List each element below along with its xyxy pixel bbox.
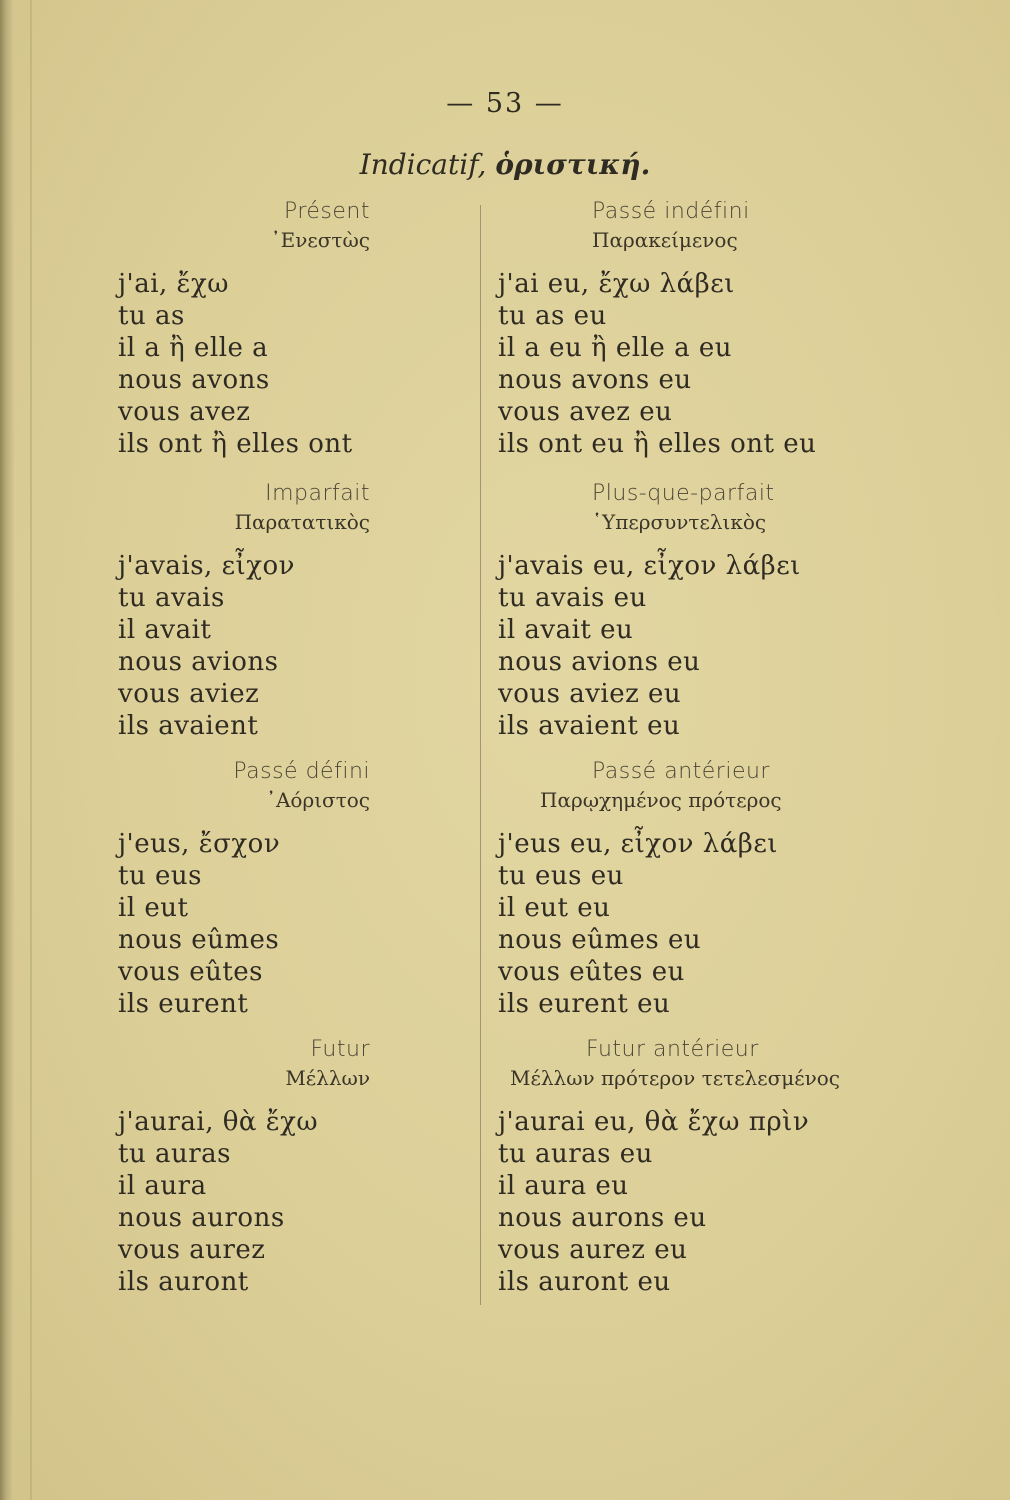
- conjugation-line: nous avons eu: [498, 365, 692, 395]
- tense-section-futur: [118, 1036, 518, 1298]
- conjugation-line: tu eus eu: [498, 861, 624, 891]
- conjugation-line: nous eûmes: [118, 925, 280, 955]
- conjugation-line: j'avais eu, εἶχον λάβει: [498, 551, 801, 581]
- tense-heading-greek: Παρῳχημένος πρότερος: [540, 788, 782, 812]
- tense-heading-greek: Μέλλων πρότερον τετελεσμένος: [510, 1066, 840, 1090]
- tense-heading: Passé indéfini: [592, 199, 750, 224]
- conjugation-list: [498, 828, 898, 1020]
- page-title: [0, 148, 1010, 181]
- conjugation-line: j'aurai, θὰ ἔχω: [118, 1107, 319, 1137]
- book-spine-edge: [0, 0, 14, 1500]
- conjugation-line: nous eûmes eu: [498, 925, 702, 955]
- conjugation-list: [118, 550, 518, 742]
- conjugation-line: vous avez eu: [498, 397, 673, 427]
- conjugation-line: tu auras: [118, 1139, 231, 1169]
- tense-heading: Passé antérieur: [592, 759, 770, 784]
- tense-section-futur-anterieur: [498, 1036, 898, 1298]
- conjugation-line: j'avais, εἶχον: [118, 551, 295, 581]
- conjugation-line: tu auras eu: [498, 1139, 653, 1169]
- conjugation-line: nous avions: [118, 647, 279, 677]
- conjugation-line: j'ai, ἔχω: [118, 269, 229, 299]
- conjugation-line: ils avaient: [118, 711, 259, 741]
- conjugation-list: [118, 268, 518, 460]
- tense-section-present: [118, 198, 518, 460]
- conjugation-line: ils auront: [118, 1267, 249, 1297]
- conjugation-line: il eut eu: [498, 893, 611, 923]
- conjugation-list: [498, 1106, 898, 1298]
- conjugation-line: ils auront eu: [498, 1267, 671, 1297]
- conjugation-list: [498, 268, 898, 460]
- conjugation-line: vous avez: [118, 397, 251, 427]
- conjugation-line: tu avais: [118, 583, 225, 613]
- conjugation-line: vous aurez: [118, 1235, 266, 1265]
- tense-heading-greek: ᾿Ενεστὼς: [270, 228, 370, 252]
- conjugation-line: tu as eu: [498, 301, 607, 331]
- conjugation-line: nous aurons: [118, 1203, 285, 1233]
- conjugation-line: il eut: [118, 893, 189, 923]
- conjugation-line: vous eûtes: [118, 957, 264, 987]
- conjugation-line: ils ont ἢ elles ont: [118, 429, 353, 459]
- conjugation-line: vous aurez eu: [498, 1235, 688, 1265]
- tense-heading: Imparfait: [265, 481, 370, 506]
- conjugation-line: tu as: [118, 301, 185, 331]
- spine-fold-line: [30, 0, 32, 1500]
- conjugation-line: j'eus, ἔσχον: [118, 829, 281, 859]
- conjugation-line: il avait eu: [498, 615, 634, 645]
- tense-section-imparfait: [118, 480, 518, 742]
- conjugation-line: vous eûtes eu: [498, 957, 685, 987]
- conjugation-line: vous aviez eu: [498, 679, 682, 709]
- tense-heading-greek: Παρατατικὸς: [234, 510, 370, 534]
- conjugation-line: il a eu ἢ elle a eu: [498, 333, 732, 363]
- tense-section-passe-defini: [118, 758, 518, 1020]
- tense-heading: Futur antérieur: [586, 1037, 759, 1062]
- tense-heading: Plus-que-parfait: [592, 481, 775, 506]
- conjugation-line: il a ἢ elle a: [118, 333, 269, 363]
- tense-heading: Passé défini: [233, 759, 370, 784]
- conjugation-line: j'ai eu, ἔχω λάβει: [498, 269, 735, 299]
- title-greek: ὁριστική.: [495, 148, 651, 181]
- conjugation-line: nous avions eu: [498, 647, 701, 677]
- tense-heading-greek: ᾿Αόριστος: [265, 788, 370, 812]
- conjugation-line: il aura: [118, 1171, 207, 1201]
- conjugation-line: tu avais eu: [498, 583, 647, 613]
- tense-heading-greek: Μέλλων: [285, 1066, 370, 1090]
- conjugation-list: [118, 828, 518, 1020]
- tense-heading-greek: ῾Υπερσυντελικὸς: [592, 510, 767, 534]
- conjugation-line: il avait: [118, 615, 212, 645]
- conjugation-line: ils ont eu ἢ elles ont eu: [498, 429, 817, 459]
- conjugation-line: j'eus eu, εἶχον λάβει: [498, 829, 778, 859]
- tense-section-plus-que-parfait: [498, 480, 898, 742]
- tense-heading: Futur: [310, 1037, 370, 1062]
- conjugation-line: il aura eu: [498, 1171, 629, 1201]
- tense-heading-greek: Παρακείμενος: [592, 228, 738, 252]
- conjugation-list: [498, 550, 898, 742]
- page-number: — 53 —: [446, 88, 564, 119]
- tense-section-passe-anterieur: [498, 758, 898, 1020]
- title-french: Indicatif,: [359, 148, 487, 181]
- tense-section-passe-indefini: [498, 198, 898, 460]
- conjugation-line: vous aviez: [118, 679, 260, 709]
- conjugation-line: ils eurent: [118, 989, 249, 1019]
- conjugation-list: [118, 1106, 518, 1298]
- conjugation-line: j'aurai eu, θὰ ἔχω πρὶν: [498, 1107, 810, 1137]
- tense-heading: Présent: [283, 199, 370, 224]
- conjugation-line: tu eus: [118, 861, 202, 891]
- conjugation-line: ils avaient eu: [498, 711, 681, 741]
- conjugation-line: nous avons: [118, 365, 270, 395]
- conjugation-line: ils eurent eu: [498, 989, 671, 1019]
- conjugation-line: nous aurons eu: [498, 1203, 707, 1233]
